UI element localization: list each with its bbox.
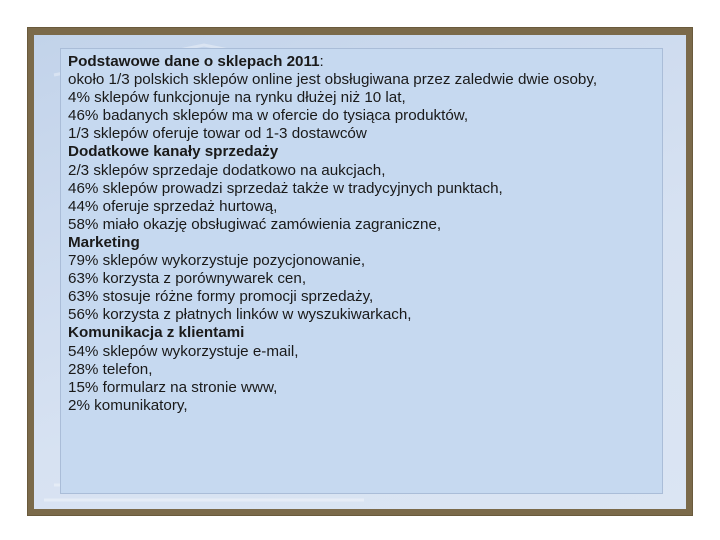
list-item: 15% formularz na stronie www, [68, 378, 278, 396]
section-heading: Dodatkowe kanały sprzedaży [68, 143, 279, 161]
list-item: 2% komunikatory, [68, 396, 188, 414]
list-item: 46% badanych sklepów ma w ofercie do tysiąca produktów, [68, 107, 469, 125]
list-item: 63% korzysta z porównywarek cen, [68, 270, 307, 288]
section-heading: Podstawowe dane o sklepach 2011: [68, 53, 324, 70]
list-item: 4% sklepów funkcjonuje na rynku dłużej niż 10 lat, [68, 89, 406, 107]
list-item: 44% oferuje sprzedaż hurtową, [68, 197, 278, 215]
list-item: 56% korzysta z płatnych linków w wyszukiwarkach, [68, 306, 412, 324]
list-item: 79% sklepów wykorzystuje pozycjonowanie, [68, 252, 366, 270]
list-item: 58% miało okazję obsługiwać zamówienia zagraniczne, [68, 215, 442, 233]
list-item: 2/3 sklepów sprzedaje dodatkowo na aukcjach, [68, 161, 386, 179]
section-heading: Komunikacja z klientami [68, 324, 245, 342]
list-item: 1/3 sklepów oferuje towar od 1-3 dostawców [68, 125, 367, 143]
list-item: 46% sklepów prowadzi sprzedaż także w tradycyjnych punktach, [68, 179, 503, 197]
list-item: około 1/3 polskich sklepów online jest obsługiwana przez zaledwie dwie osoby, [68, 71, 598, 89]
slide-text [68, 53, 658, 415]
list-item: 28% telefon, [68, 360, 153, 378]
list-item: 63% stosuje różne formy promocji sprzedaży, [68, 288, 374, 306]
section-heading: Marketing [68, 233, 140, 251]
list-item: 54% sklepów wykorzystuje e-mail, [68, 342, 299, 360]
